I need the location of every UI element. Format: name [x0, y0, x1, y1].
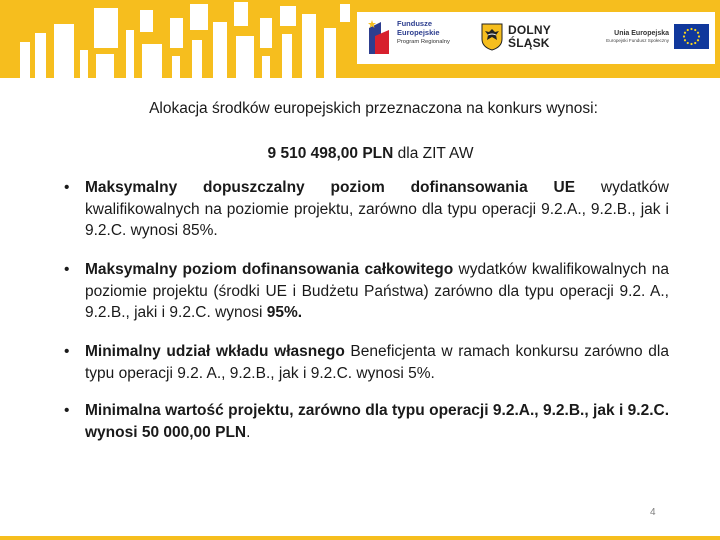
header-decor-block	[140, 10, 153, 32]
fundusze-line1: Fundusze	[397, 19, 432, 28]
eu-flag-star	[698, 35, 700, 37]
bullet-item-1-rest: wydatków kwalifikowalnych na poziomie projektu, zarówno dla typu operacji 9.2.A., 9.2.B., jak i 9.2.C. wynosi 85%.	[85, 179, 669, 239]
bullet-marker: •	[64, 343, 70, 360]
bullet-item-1	[85, 177, 669, 242]
eu-flag-star	[697, 39, 699, 41]
fundusze-sub: Program Regionalny	[397, 39, 450, 45]
eu-flag-star	[684, 39, 686, 41]
fundusze-europejskie-mark-icon	[367, 18, 393, 56]
eu-flag-star	[684, 32, 686, 34]
unia-title: Unia Europejska	[614, 30, 669, 37]
dolny-slask-line2: ŚLĄSK	[508, 35, 550, 50]
page-number: 4	[650, 507, 656, 518]
bullet-item-4	[85, 400, 669, 443]
logo-panel	[357, 12, 715, 64]
eu-flag-star	[683, 35, 685, 37]
header-decor-block	[324, 28, 336, 78]
footer-bar	[0, 536, 720, 540]
dolny-slask-eagle-shield-icon	[481, 23, 503, 51]
bullet-marker: •	[64, 261, 70, 278]
eu-flag-star	[687, 29, 689, 31]
header-decor-block	[190, 4, 208, 30]
bullet-marker: •	[64, 179, 70, 196]
dolny-slask-text	[508, 24, 551, 49]
bullet-item-3	[85, 341, 669, 384]
bullet-item-2	[85, 259, 669, 324]
bullet-item-2-bold: Maksymalny poziom dofinansowania całkowitego	[85, 261, 454, 278]
header-decor-block	[126, 30, 134, 78]
eu-flag-icon	[674, 24, 709, 49]
bullet-item-3-rest: Beneficjenta w ramach konkursu zarówno dla typu operacji 9.2. A., 9.2.B., jak i 9.2.C. wynosi 5%.	[85, 343, 669, 382]
header-decor-block	[302, 14, 316, 78]
unia-sub: Europejski Fundusz Społeczny	[606, 38, 669, 43]
header-decor-block	[172, 56, 180, 78]
allocation-value: 9 510 498,00 PLN	[267, 145, 394, 162]
bullet-item-1-bold: Maksymalny dopuszczalny poziom dofinansowania UE	[85, 179, 576, 196]
allocation-suffix: dla ZIT AW	[393, 145, 474, 162]
header-decor-block	[96, 54, 114, 78]
page-title: Alokacja środków europejskich przeznaczona na konkurs wynosi:	[149, 100, 598, 117]
bullet-item-4-bold: Minimalna wartość projektu, zarówno dla typu operacji 9.2.A., 9.2.B., jak i 9.2.C. wynosi 50 000,00 PLN	[85, 402, 669, 441]
header-decor-block	[262, 56, 270, 78]
header-decor-block	[280, 6, 296, 26]
fundusze-europejskie-logo	[367, 18, 459, 58]
header-decor-block	[234, 2, 248, 26]
eu-flag-star	[690, 28, 692, 30]
header-decor-block	[236, 36, 254, 78]
eu-flag-star	[687, 42, 689, 44]
bullet-item-2-end-bold: 95%.	[266, 304, 303, 321]
allocation-amount	[0, 145, 720, 163]
header-decor-block	[54, 24, 74, 78]
fundusze-line2: Europejskie	[397, 28, 440, 37]
fundusze-europejskie-text	[397, 19, 459, 46]
header-decor-block	[94, 8, 118, 48]
eu-flag-star	[697, 32, 699, 34]
dolny-slask-logo	[481, 23, 561, 55]
bullet-marker: •	[64, 402, 70, 419]
header-decor-block	[192, 40, 202, 78]
header-decor-block	[340, 4, 350, 22]
header-decor-block	[35, 33, 46, 78]
unia-europejska-logo	[593, 22, 711, 56]
header-decor-block	[170, 18, 183, 48]
eu-flag-star	[694, 42, 696, 44]
header-decor-block	[260, 18, 272, 48]
dolny-slask-line1: DOLNY	[508, 23, 551, 37]
header-decor-block	[142, 44, 162, 78]
bullet-item-4-rest: .	[246, 423, 251, 441]
unia-europejska-text	[593, 29, 669, 44]
header-decor-block	[282, 34, 292, 78]
header-decor-block	[213, 22, 227, 78]
eu-flag-star	[694, 29, 696, 31]
header-band	[0, 0, 720, 78]
header-decor-block	[80, 50, 88, 78]
bullet-item-2-rest: wydatków kwalifikowalnych na poziomie projektu (środki UE i Budżetu Państwa) zarówno dla typu operacji 9.2. A., 9.2.B., jaki i 9.2.C. wynosi	[85, 261, 669, 321]
header-decor-block	[20, 42, 30, 78]
bullet-item-3-bold: Minimalny udział wkładu własnego	[85, 343, 345, 360]
eu-flag-star	[690, 43, 692, 45]
